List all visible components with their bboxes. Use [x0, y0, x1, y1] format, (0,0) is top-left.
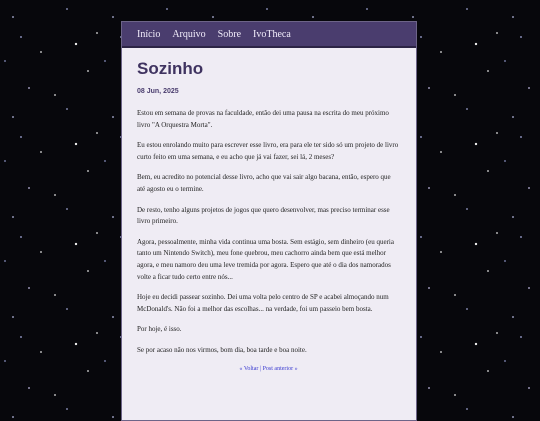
post-paragraph: Hoje eu decidi passear sozinho. Dei uma volta pelo centro de SP e acabei almoçando num McDonald's. Não foi a melhor das escolhas... na verdade, foi um passeio bem bosta.: [137, 293, 389, 313]
post-content: [122, 48, 416, 372]
post-paragraph: Se por acaso não nos virmos, bom dia, boa tarde e boa noite.: [137, 345, 307, 354]
post-title: Sozinho: [137, 59, 204, 78]
nav-link-inicio[interactable]: Início: [137, 28, 161, 40]
post-paragraph: Eu estou enrolando muito para escrever esse livro, era para ele ter sido só um projeto de livro curto feito em uma semana, e eu acho que já vai fazer, sei lá, 2 meses?: [137, 141, 399, 161]
nav-link-ivotheca[interactable]: IvoTheca: [253, 28, 291, 40]
nav-link-arquivo[interactable]: Arquivo: [172, 28, 206, 40]
post-paragraph: Agora, pessoalmente, minha vida continua uma bosta. Sem estágio, sem dinheiro (eu queria tanto um Nintendo Switch), meu fone quebrou, meu cachorro ainda bem que está melhor agora, e meu namoro deu uma leve tremida por agora. Espero que até o dia dos namorados volte a ficar tudo certo entre nós...: [137, 237, 394, 281]
nav-bar: [122, 22, 416, 48]
post-footer-link[interactable]: « Voltar | Post anterior »: [239, 365, 298, 372]
post-paragraph: Bem, eu acredito no potencial desse livro, acho que vai sair algo bacana, então, espero que até agosto eu o termine.: [137, 173, 391, 193]
post-paragraph: Por hoje, é isso.: [137, 325, 182, 334]
nav-link-sobre[interactable]: Sobre: [217, 28, 242, 40]
post-paragraph: De resto, tenho alguns projetos de jogos que quero desenvolver, mas preciso terminar esse livro primeiro.: [137, 205, 390, 226]
blog-panel: [121, 21, 417, 421]
post-date: 08 Jun, 2025: [137, 88, 179, 95]
post-paragraph: Estou em semana de provas na faculdade, então dei uma pausa na escrita do meu próximo livro "A Orquestra Morta".: [137, 109, 389, 129]
